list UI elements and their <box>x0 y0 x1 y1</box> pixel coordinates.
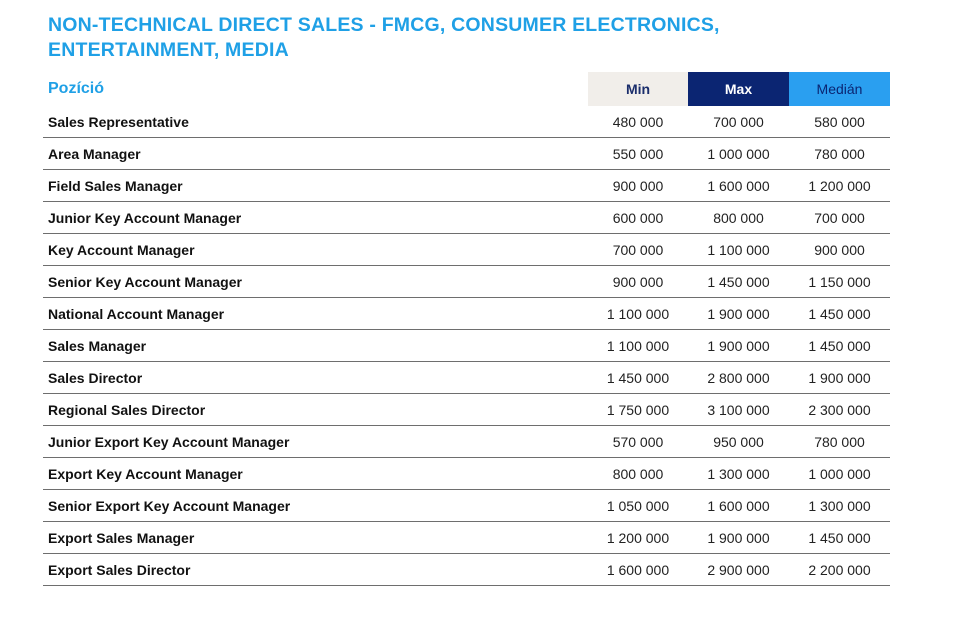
table-row <box>43 554 890 586</box>
min-cell: 550 000 <box>588 138 688 170</box>
max-cell: 1 900 000 <box>688 330 789 362</box>
median-cell: 1 000 000 <box>789 458 890 490</box>
min-cell: 900 000 <box>588 266 688 298</box>
position-cell: Senior Key Account Manager <box>43 266 588 298</box>
min-cell: 1 050 000 <box>588 490 688 522</box>
column-header-max: Max <box>688 72 789 106</box>
max-cell: 700 000 <box>688 106 789 138</box>
position-cell: Sales Representative <box>43 106 588 138</box>
min-cell: 800 000 <box>588 458 688 490</box>
median-cell: 1 450 000 <box>789 330 890 362</box>
max-cell: 1 900 000 <box>688 298 789 330</box>
position-cell: Export Key Account Manager <box>43 458 588 490</box>
max-cell: 1 600 000 <box>688 490 789 522</box>
column-header-median: Medián <box>789 72 890 106</box>
max-cell: 2 900 000 <box>688 554 789 586</box>
position-cell: Sales Director <box>43 362 588 394</box>
table-row <box>43 298 890 330</box>
min-cell: 700 000 <box>588 234 688 266</box>
table-row <box>43 426 890 458</box>
table-row <box>43 234 890 266</box>
position-cell: Junior Export Key Account Manager <box>43 426 588 458</box>
table-row <box>43 394 890 426</box>
max-cell: 1 450 000 <box>688 266 789 298</box>
position-cell: National Account Manager <box>43 298 588 330</box>
table-row <box>43 170 890 202</box>
median-cell: 700 000 <box>789 202 890 234</box>
max-cell: 1 100 000 <box>688 234 789 266</box>
min-cell: 1 600 000 <box>588 554 688 586</box>
median-cell: 1 450 000 <box>789 298 890 330</box>
max-cell: 950 000 <box>688 426 789 458</box>
min-cell: 1 100 000 <box>588 298 688 330</box>
median-cell: 780 000 <box>789 426 890 458</box>
median-cell: 1 150 000 <box>789 266 890 298</box>
min-cell: 480 000 <box>588 106 688 138</box>
column-header-min: Min <box>588 72 688 106</box>
min-cell: 900 000 <box>588 170 688 202</box>
max-cell: 1 600 000 <box>688 170 789 202</box>
position-cell: Regional Sales Director <box>43 394 588 426</box>
median-cell: 1 200 000 <box>789 170 890 202</box>
position-cell: Export Sales Director <box>43 554 588 586</box>
page-title <box>48 13 808 63</box>
page-title-line-2: ENTERTAINMENT, MEDIA <box>48 39 289 61</box>
table-row <box>43 458 890 490</box>
table-header-row <box>43 72 890 106</box>
max-cell: 1 000 000 <box>688 138 789 170</box>
min-cell: 1 750 000 <box>588 394 688 426</box>
min-cell: 1 450 000 <box>588 362 688 394</box>
min-cell: 1 100 000 <box>588 330 688 362</box>
min-cell: 1 200 000 <box>588 522 688 554</box>
table-row <box>43 330 890 362</box>
position-cell: Junior Key Account Manager <box>43 202 588 234</box>
position-cell: Area Manager <box>43 138 588 170</box>
table-row <box>43 362 890 394</box>
page-title-line-1: NON-TECHNICAL DIRECT SALES - FMCG, CONSUMER ELECTRONICS, <box>48 14 720 36</box>
position-cell: Field Sales Manager <box>43 170 588 202</box>
column-header-position: Pozíció <box>43 72 588 106</box>
min-cell: 570 000 <box>588 426 688 458</box>
max-cell: 800 000 <box>688 202 789 234</box>
position-cell: Senior Export Key Account Manager <box>43 490 588 522</box>
table-row <box>43 138 890 170</box>
max-cell: 2 800 000 <box>688 362 789 394</box>
position-cell: Sales Manager <box>43 330 588 362</box>
table-row <box>43 106 890 138</box>
max-cell: 1 900 000 <box>688 522 789 554</box>
median-cell: 2 300 000 <box>789 394 890 426</box>
median-cell: 1 900 000 <box>789 362 890 394</box>
table-body <box>43 106 890 586</box>
median-cell: 780 000 <box>789 138 890 170</box>
table-row <box>43 266 890 298</box>
position-cell: Export Sales Manager <box>43 522 588 554</box>
max-cell: 3 100 000 <box>688 394 789 426</box>
median-cell: 1 450 000 <box>789 522 890 554</box>
median-cell: 580 000 <box>789 106 890 138</box>
position-cell: Key Account Manager <box>43 234 588 266</box>
table-row <box>43 490 890 522</box>
median-cell: 1 300 000 <box>789 490 890 522</box>
table-row <box>43 202 890 234</box>
salary-table <box>43 72 890 586</box>
median-cell: 900 000 <box>789 234 890 266</box>
min-cell: 600 000 <box>588 202 688 234</box>
max-cell: 1 300 000 <box>688 458 789 490</box>
table-row <box>43 522 890 554</box>
median-cell: 2 200 000 <box>789 554 890 586</box>
